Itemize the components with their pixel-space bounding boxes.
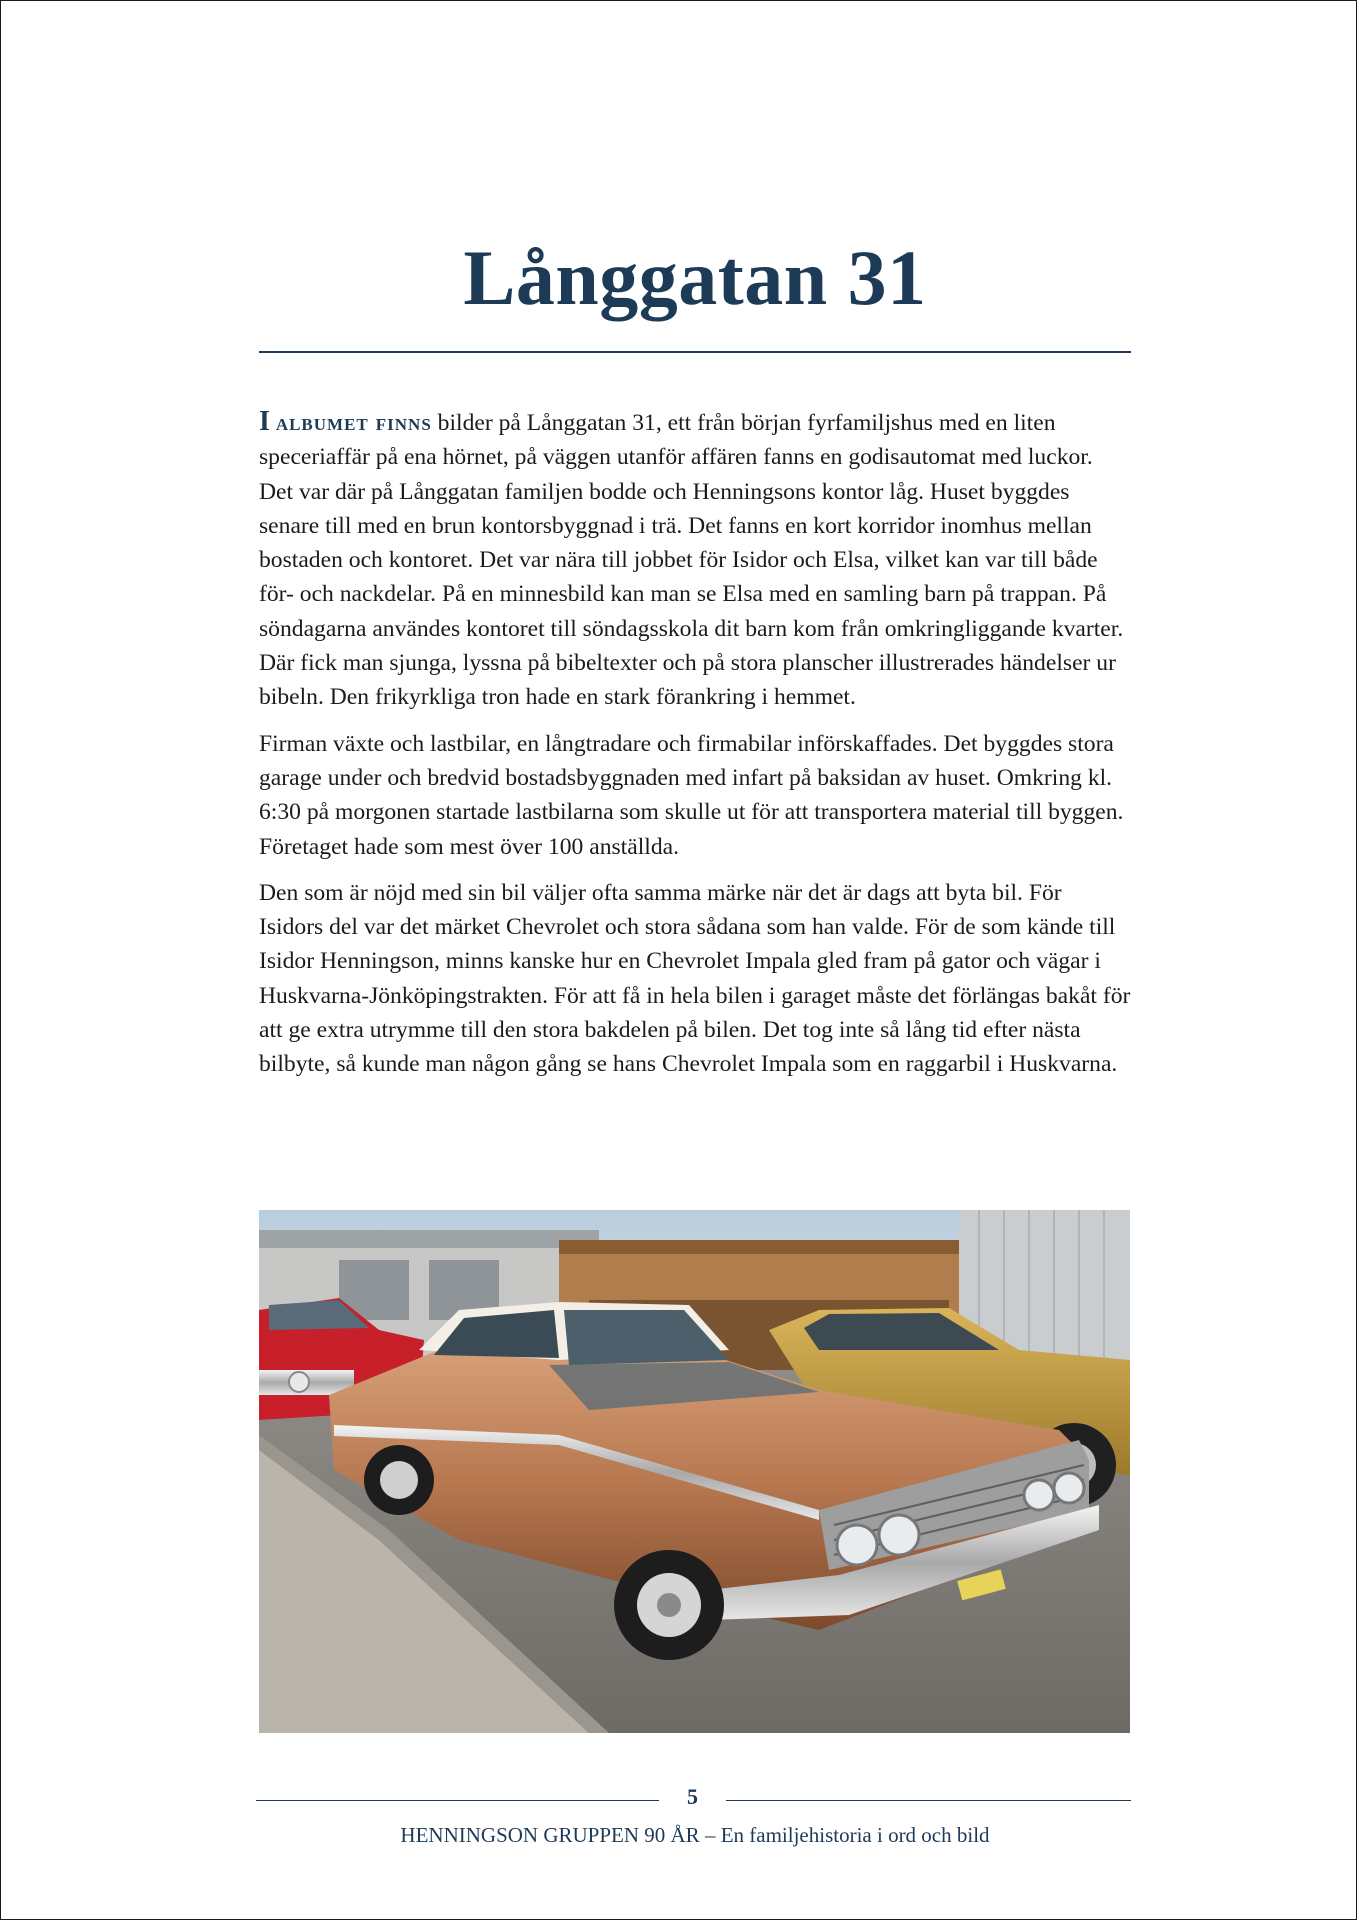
footer-text: HENNINGSON GRUPPEN 90 ÅR – En familjehistoria i ord och bild [400,1823,990,1847]
chevrolet-impala-illustration [259,1210,1130,1733]
paragraph-2: Firman växte och lastbilar, en långtradare och firmabilar införskaffades. Det byggdes stora garage under och bredvid bostadsbyggnaden med infart på baksidan av huset. Omkring kl. 6:30 på morgonen startade lastbilarna som skulle ut för att transportera material till byggen. Företaget hade som mest över 100 anställda. [259,730,1124,860]
title-underline [259,351,1131,353]
footer-rule-right [726,1800,1131,1801]
paragraph-1-text: bilder på Långgatan 31, ett från början fyrfamiljshus med en liten speceriaffär på ena hörnet, på väggen utanför affären fanns en godisautomat med luckor. Det var där på Långgatan familjen bodde och Henningsons kontor låg. Huset byggdes senare till med en brun kontorsbyggnad i trä. Det fanns en kort korridor inomhus mellan bostaden och kontoret. Det var nära till jobbet för Isidor och Elsa, vilket kan var till både för- och nackdelar. På en minnesbild kan man se Elsa med en samling barn på trappan. På söndagarna användes kontoret till söndagsskola dit barn kom från omkringliggande kvarter. Där fick man sjunga, lyssna på bibeltexter och på stora planscher illustrerades händelser ur bibeln. Den frikyrkliga tron hade en stark förankring i hemmet. [259,410,1124,711]
lead-smallcaps: albumet finns [275,410,432,436]
footer-rule-left [256,1800,659,1801]
paragraph-3: Den som är nöjd med sin bil väljer ofta samma märke när det är dags att byta bil. För Isidors del var det märket Chevrolet och stora sådana som han valde. För de som kände till Isidor Henningson, minns kanske hur en Chevrolet Impala gled fram på gator och vägar i Huskvarna-Jönköpingstrakten. För att få in hela bilen i garaget måste det förlängas bakåt för att ge extra utrymme till den stora bakdelen på bilen. Det tog inte så lång tid efter nästa bilbyte, så kunde man någon gång se hans Chevrolet Impala som en raggarbil i Huskvarna. [259,879,1131,1078]
body-text [259,405,1131,1094]
page-title: Långgatan 31 [463,234,927,321]
car-photo [259,1210,1130,1733]
paragraph-1 [259,405,1131,715]
page-number: 5 [687,1784,698,1809]
lead-initial: I [259,406,270,437]
